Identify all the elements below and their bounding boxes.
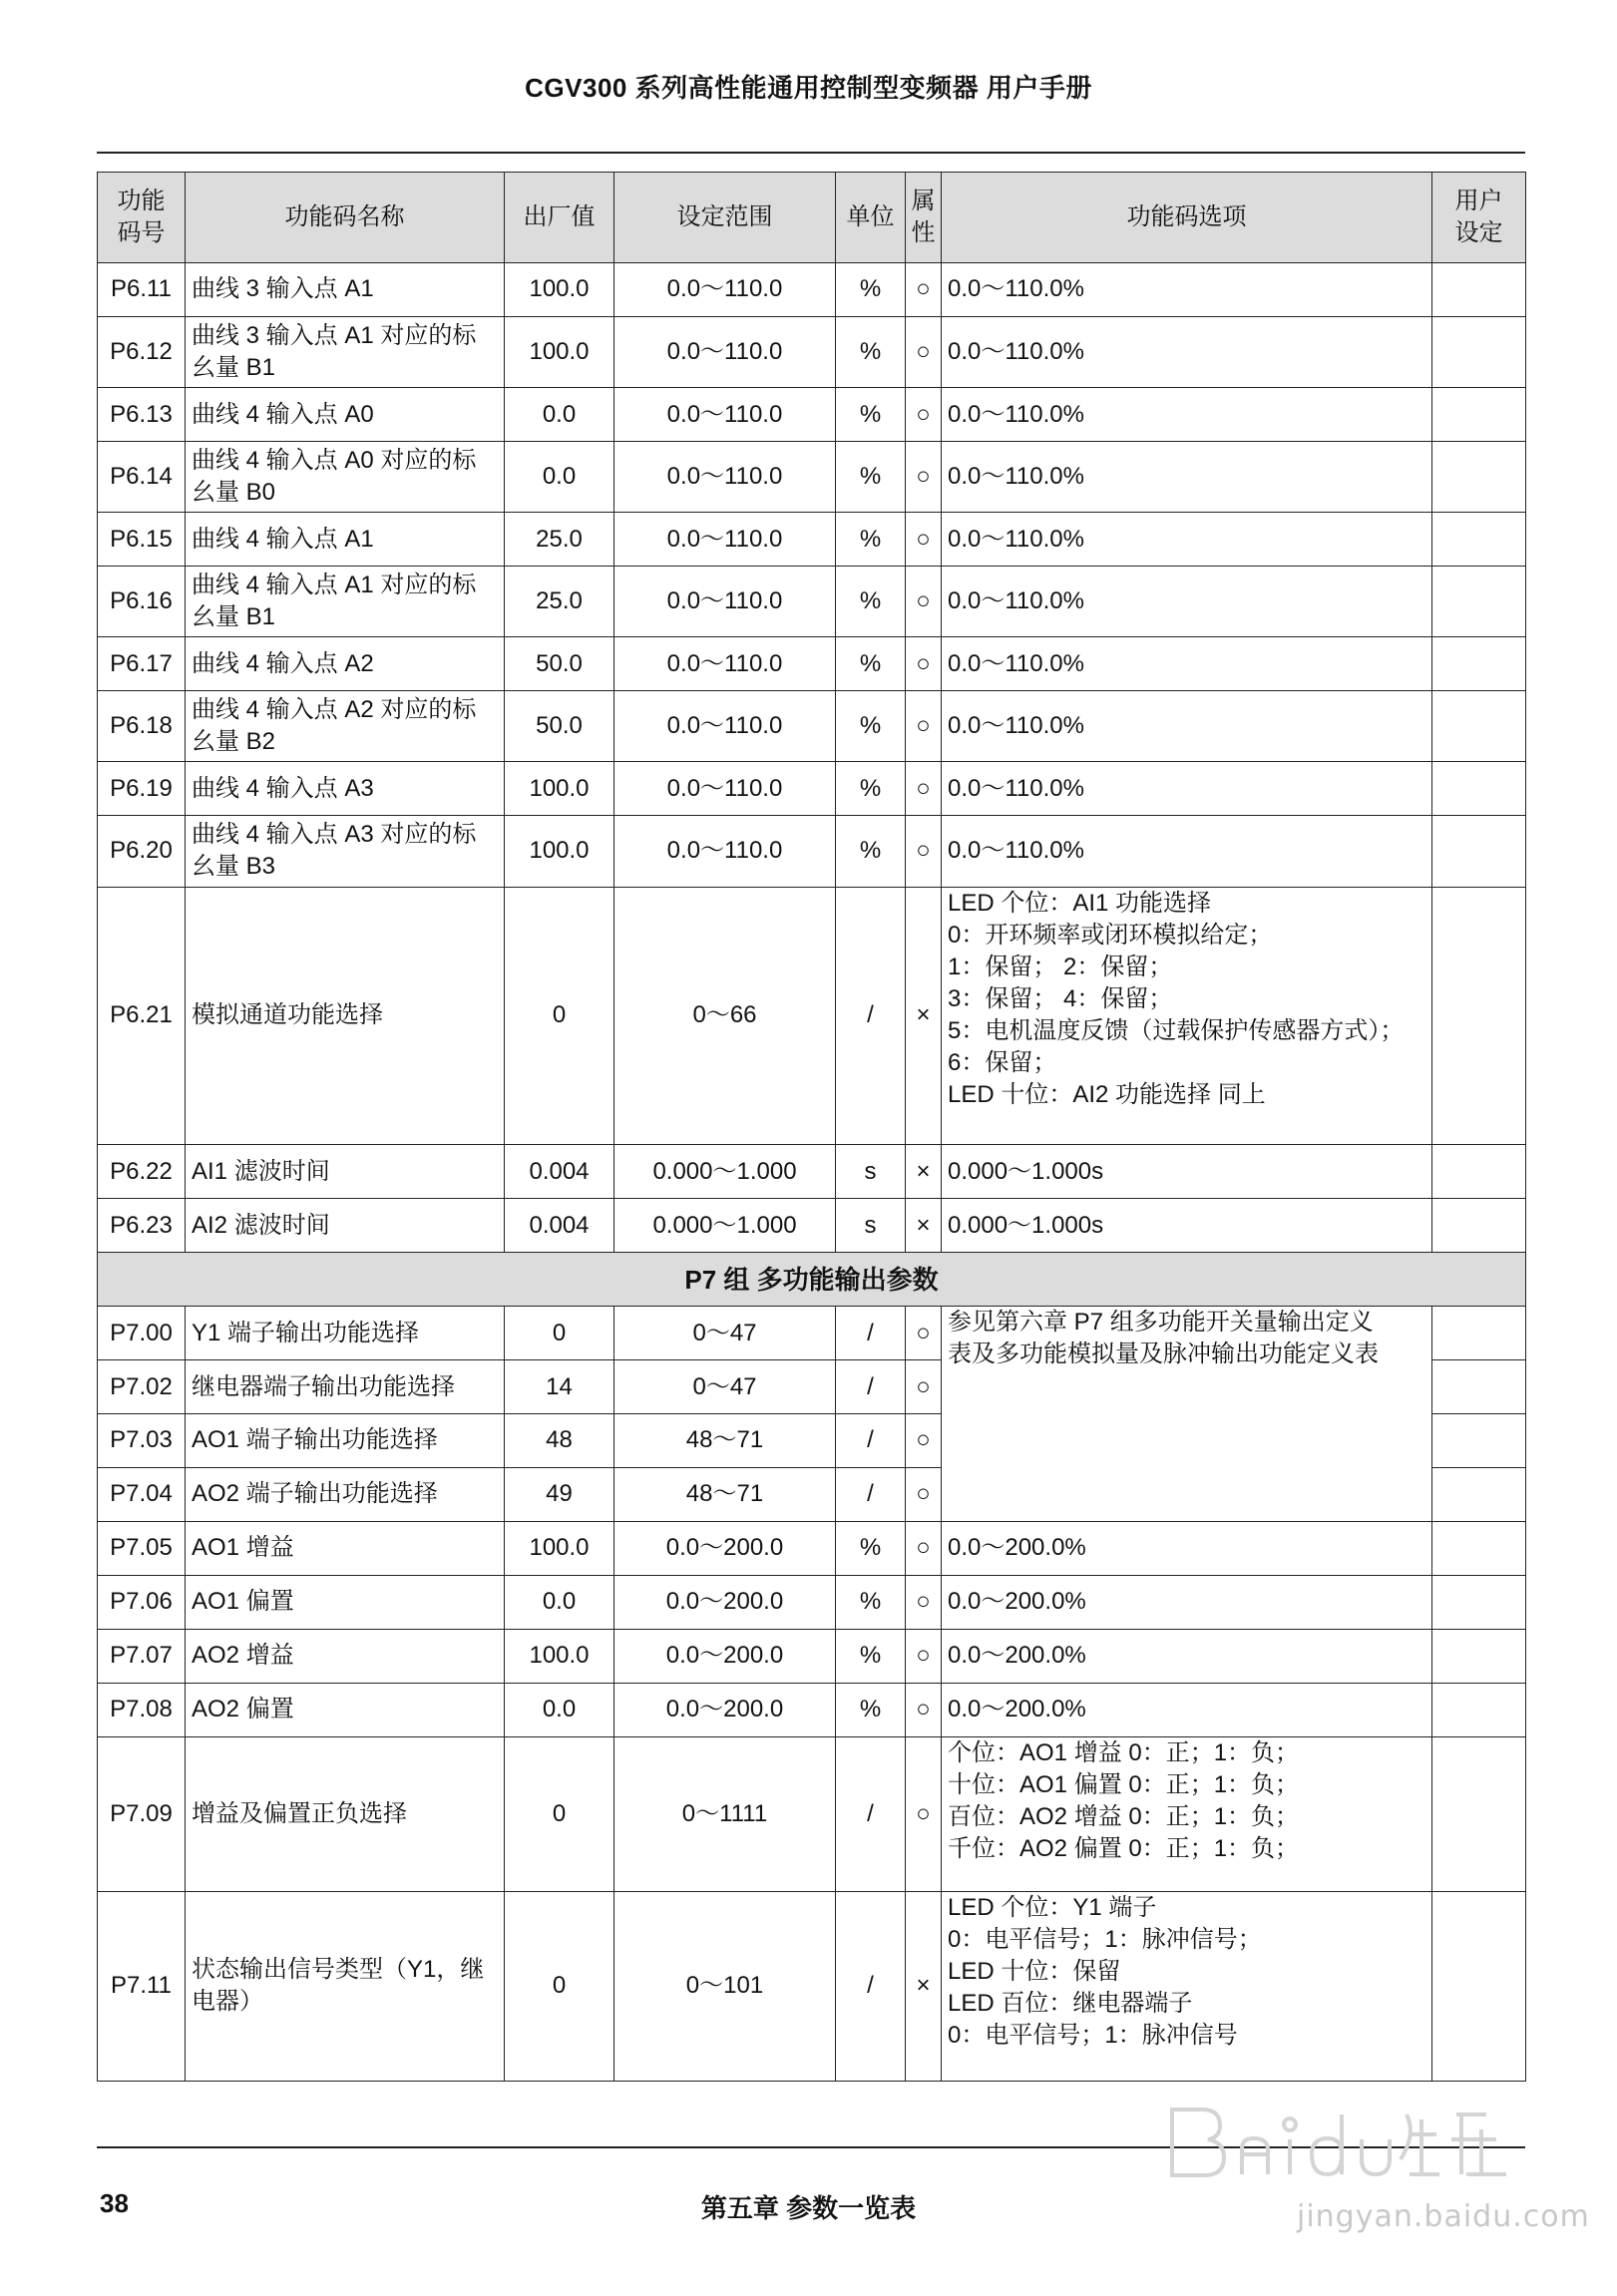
param-options — [942, 442, 1432, 513]
param-attr: ○ — [906, 263, 942, 317]
user-setting-cell — [1432, 691, 1526, 762]
param-unit: s — [836, 1145, 906, 1199]
param-unit: % — [836, 513, 906, 567]
param-unit: % — [836, 263, 906, 317]
param-unit: % — [836, 637, 906, 691]
header-rule — [97, 152, 1525, 154]
table-row — [98, 637, 1526, 691]
param-attr: × — [906, 1145, 942, 1199]
option-line: 十位：AO1 偏置 0：正；1：负； — [948, 1770, 1300, 1798]
option-line: 0.000～1.000s — [948, 1211, 1104, 1239]
param-default: 0 — [505, 1307, 614, 1360]
param-code: P6.14 — [98, 442, 186, 513]
group-row-p7 — [98, 1253, 1526, 1307]
param-name: 曲线 4 输入点 A0 — [186, 388, 505, 442]
param-attr: ○ — [906, 1575, 942, 1629]
group-title: P7 组 多功能输出参数 — [98, 1253, 1526, 1307]
param-code: P7.07 — [98, 1629, 186, 1683]
param-code: P6.11 — [98, 263, 186, 317]
option-line: 0.0～110.0% — [948, 275, 1084, 303]
param-options — [942, 388, 1432, 442]
param-options — [942, 316, 1432, 387]
table-row — [98, 1683, 1526, 1736]
table-row — [98, 816, 1526, 887]
option-line: 参见第六章 P7 组多功能开关量输出定义 — [948, 1309, 1374, 1337]
table-row — [98, 442, 1526, 513]
param-code: P6.22 — [98, 1145, 186, 1199]
param-attr: × — [906, 1891, 942, 2081]
param-name: 状态输出信号类型（Y1，继电器） — [186, 1891, 505, 2081]
user-setting-cell — [1432, 513, 1526, 567]
user-setting-cell — [1432, 1683, 1526, 1736]
param-attr: ○ — [906, 1736, 942, 1891]
param-default: 0.0 — [505, 1683, 614, 1736]
baidu-watermark-logo — [1162, 2095, 1521, 2184]
param-attr: ○ — [906, 442, 942, 513]
user-setting-cell — [1432, 567, 1526, 637]
param-options — [942, 567, 1432, 637]
param-unit: % — [836, 442, 906, 513]
param-unit: / — [836, 1736, 906, 1891]
param-attr: ○ — [906, 1683, 942, 1736]
option-line: 0：开环频率或闭环模拟给定； — [948, 921, 1273, 949]
param-options-shared — [942, 1307, 1432, 1522]
col-header-default: 出厂值 — [505, 173, 614, 263]
param-default: 100.0 — [505, 762, 614, 816]
page-header-title: CGV300 系列高性能通用控制型变频器 用户手册 — [525, 73, 1092, 103]
param-default: 100.0 — [505, 816, 614, 887]
option-line: LED 十位：保留 — [948, 1957, 1121, 1985]
param-code: P6.15 — [98, 513, 186, 567]
param-unit: % — [836, 1629, 906, 1683]
param-unit: % — [836, 567, 906, 637]
option-line: 0.0～110.0% — [948, 463, 1084, 491]
user-setting-cell — [1432, 1736, 1526, 1891]
param-options — [942, 1575, 1432, 1629]
col-header-user: 用户 设定 — [1432, 173, 1526, 263]
parameter-table — [97, 172, 1526, 2082]
table-header-row — [98, 173, 1526, 263]
param-options — [942, 637, 1432, 691]
param-attr: × — [906, 887, 942, 1145]
option-line: 0.0～200.0% — [948, 1696, 1086, 1723]
param-range: 0.0～110.0 — [614, 316, 836, 387]
param-code: P6.21 — [98, 887, 186, 1145]
param-range: 48～71 — [614, 1414, 836, 1468]
param-attr: ○ — [906, 388, 942, 442]
param-name: Y1 端子输出功能选择 — [186, 1307, 505, 1360]
option-line: LED 百位：继电器端子 — [948, 1989, 1193, 2017]
option-line: 0.0～200.0% — [948, 1534, 1086, 1562]
param-attr: ○ — [906, 316, 942, 387]
param-options — [942, 691, 1432, 762]
param-name: 曲线 4 输入点 A3 — [186, 762, 505, 816]
param-code: P7.08 — [98, 1683, 186, 1736]
option-line: 0.0～110.0% — [948, 774, 1084, 802]
param-unit: % — [836, 691, 906, 762]
table-row — [98, 513, 1526, 567]
param-code: P6.19 — [98, 762, 186, 816]
option-line: 0.0～200.0% — [948, 1642, 1086, 1670]
param-unit: % — [836, 388, 906, 442]
param-unit: % — [836, 1521, 906, 1575]
param-default: 0 — [505, 887, 614, 1145]
param-unit: / — [836, 1360, 906, 1414]
user-setting-cell — [1432, 1629, 1526, 1683]
param-options — [942, 762, 1432, 816]
param-unit: / — [836, 1891, 906, 2081]
param-code: P6.12 — [98, 316, 186, 387]
param-range: 0～47 — [614, 1360, 836, 1414]
option-line: 百位：AO2 增益 0：正；1：负； — [948, 1802, 1300, 1830]
option-line: 0.0～110.0% — [948, 712, 1084, 740]
param-range: 0.0～200.0 — [614, 1629, 836, 1683]
param-options — [942, 887, 1432, 1145]
param-name: AO2 偏置 — [186, 1683, 505, 1736]
option-line: 1：保留； 2：保留； — [948, 953, 1173, 980]
table-row — [98, 762, 1526, 816]
param-range: 0～47 — [614, 1307, 836, 1360]
param-range: 0.0～110.0 — [614, 637, 836, 691]
table-row — [98, 1521, 1526, 1575]
param-range: 0.0～110.0 — [614, 816, 836, 887]
param-attr: ○ — [906, 567, 942, 637]
user-setting-cell — [1432, 1521, 1526, 1575]
param-name: 继电器端子输出功能选择 — [186, 1360, 505, 1414]
option-line: 3：保留； 4：保留； — [948, 984, 1173, 1012]
table-row — [98, 567, 1526, 637]
table-row — [98, 887, 1526, 1145]
param-options — [942, 1199, 1432, 1253]
param-range: 0～1111 — [614, 1736, 836, 1891]
param-code: P7.06 — [98, 1575, 186, 1629]
param-range: 0.000～1.000 — [614, 1145, 836, 1199]
param-name: 曲线 3 输入点 A1 对应的标幺量 B1 — [186, 316, 505, 387]
table-row — [98, 1199, 1526, 1253]
param-range: 0～101 — [614, 1891, 836, 2081]
param-range: 0.0～110.0 — [614, 442, 836, 513]
param-attr: ○ — [906, 1521, 942, 1575]
param-code: P7.05 — [98, 1521, 186, 1575]
param-name: 曲线 3 输入点 A1 — [186, 263, 505, 317]
option-line: 0.0～110.0% — [948, 837, 1084, 865]
user-setting-cell — [1432, 1307, 1526, 1360]
table-row — [98, 316, 1526, 387]
option-line: 0.0～110.0% — [948, 525, 1084, 553]
user-setting-cell — [1432, 637, 1526, 691]
param-name: 曲线 4 输入点 A3 对应的标幺量 B3 — [186, 816, 505, 887]
param-code: P6.20 — [98, 816, 186, 887]
user-setting-cell — [1432, 1145, 1526, 1199]
param-default: 100.0 — [505, 1521, 614, 1575]
option-line: 0：电平信号；1：脉冲信号 — [948, 2021, 1238, 2049]
col-header-code: 功能 码号 — [98, 173, 186, 263]
param-code: P6.23 — [98, 1199, 186, 1253]
param-options — [942, 1891, 1432, 2081]
option-line: LED 个位：AI1 功能选择 — [948, 889, 1212, 917]
param-unit: / — [836, 887, 906, 1145]
param-code: P7.09 — [98, 1736, 186, 1891]
param-default: 14 — [505, 1360, 614, 1414]
param-unit: / — [836, 1307, 906, 1360]
param-code: P6.18 — [98, 691, 186, 762]
option-line: 个位：AO1 增益 0：正；1：负； — [948, 1738, 1300, 1766]
param-code: P7.04 — [98, 1467, 186, 1521]
param-unit: % — [836, 1575, 906, 1629]
col-header-name: 功能码名称 — [186, 173, 505, 263]
param-options — [942, 513, 1432, 567]
param-name: AI1 滤波时间 — [186, 1145, 505, 1199]
param-range: 0.0～200.0 — [614, 1683, 836, 1736]
col-header-unit: 单位 — [836, 173, 906, 263]
user-setting-cell — [1432, 762, 1526, 816]
option-line: 5：电机温度反馈（过载保护传感器方式）； — [948, 1016, 1405, 1044]
param-range: 0.0～110.0 — [614, 263, 836, 317]
param-range: 48～71 — [614, 1467, 836, 1521]
param-range: 0～66 — [614, 887, 836, 1145]
param-name: AO2 增益 — [186, 1629, 505, 1683]
param-attr: ○ — [906, 513, 942, 567]
option-line: 千位：AO2 偏置 0：正；1：负； — [948, 1834, 1300, 1862]
option-line: LED 个位：Y1 端子 — [948, 1893, 1157, 1921]
param-code: P6.17 — [98, 637, 186, 691]
user-setting-cell — [1432, 388, 1526, 442]
param-attr: ○ — [906, 1629, 942, 1683]
param-default: 0.0 — [505, 1575, 614, 1629]
col-header-attr: 属 性 — [906, 173, 942, 263]
table-row — [98, 1575, 1526, 1629]
param-default: 0 — [505, 1736, 614, 1891]
param-name: AI2 滤波时间 — [186, 1199, 505, 1253]
param-options — [942, 1521, 1432, 1575]
param-options — [942, 816, 1432, 887]
table-row — [98, 263, 1526, 317]
col-header-range: 设定范围 — [614, 173, 836, 263]
param-name: 模拟通道功能选择 — [186, 887, 505, 1145]
option-line: 0.0～110.0% — [948, 338, 1084, 366]
param-name: AO2 端子输出功能选择 — [186, 1467, 505, 1521]
user-setting-cell — [1432, 1891, 1526, 2081]
param-default: 25.0 — [505, 513, 614, 567]
param-options — [942, 1629, 1432, 1683]
param-default: 0.0 — [505, 442, 614, 513]
param-name: AO1 增益 — [186, 1521, 505, 1575]
param-unit: / — [836, 1467, 906, 1521]
param-name: 曲线 4 输入点 A2 对应的标幺量 B2 — [186, 691, 505, 762]
param-code: P6.16 — [98, 567, 186, 637]
param-unit: % — [836, 1683, 906, 1736]
param-name: 曲线 4 输入点 A1 — [186, 513, 505, 567]
param-default: 48 — [505, 1414, 614, 1468]
param-options — [942, 263, 1432, 317]
param-code: P7.03 — [98, 1414, 186, 1468]
param-options — [942, 1736, 1432, 1891]
chapter-title: 第五章 参数一览表 — [700, 2193, 917, 2223]
param-attr: × — [906, 1199, 942, 1253]
param-default: 49 — [505, 1467, 614, 1521]
param-default: 25.0 — [505, 567, 614, 637]
param-code: P7.11 — [98, 1891, 186, 2081]
table-row — [98, 388, 1526, 442]
user-setting-cell — [1432, 1414, 1526, 1468]
param-name: AO1 偏置 — [186, 1575, 505, 1629]
param-options — [942, 1683, 1432, 1736]
param-default: 100.0 — [505, 1629, 614, 1683]
param-name: 曲线 4 输入点 A2 — [186, 637, 505, 691]
param-attr: ○ — [906, 1467, 942, 1521]
user-setting-cell — [1432, 1360, 1526, 1414]
param-range: 0.0～110.0 — [614, 567, 836, 637]
user-setting-cell — [1432, 1575, 1526, 1629]
param-range: 0.0～110.0 — [614, 762, 836, 816]
table-row — [98, 1145, 1526, 1199]
table-row — [98, 691, 1526, 762]
param-code: P7.02 — [98, 1360, 186, 1414]
param-default: 100.0 — [505, 263, 614, 317]
param-unit: s — [836, 1199, 906, 1253]
param-attr: ○ — [906, 1307, 942, 1360]
table-row — [98, 1891, 1526, 2081]
param-default: 0.004 — [505, 1199, 614, 1253]
user-setting-cell — [1432, 316, 1526, 387]
param-attr: ○ — [906, 637, 942, 691]
option-line: 0.0～110.0% — [948, 587, 1084, 615]
user-setting-cell — [1432, 1199, 1526, 1253]
param-attr: ○ — [906, 691, 942, 762]
option-line: 表及多功能模拟量及脉冲输出功能定义表 — [948, 1340, 1379, 1368]
param-default: 50.0 — [505, 637, 614, 691]
param-default: 0.004 — [505, 1145, 614, 1199]
option-line: 6：保留； — [948, 1048, 1057, 1076]
param-name: AO1 端子输出功能选择 — [186, 1414, 505, 1468]
param-attr: ○ — [906, 762, 942, 816]
table-row — [98, 1629, 1526, 1683]
user-setting-cell — [1432, 1467, 1526, 1521]
param-code: P6.13 — [98, 388, 186, 442]
param-options — [942, 1145, 1432, 1199]
param-range: 0.0～110.0 — [614, 513, 836, 567]
watermark-url: jingyan.baidu.com — [1297, 2199, 1590, 2234]
param-default: 100.0 — [505, 316, 614, 387]
user-setting-cell — [1432, 442, 1526, 513]
param-code: P7.00 — [98, 1307, 186, 1360]
param-range: 0.0～110.0 — [614, 388, 836, 442]
param-unit: / — [836, 1414, 906, 1468]
param-default: 0 — [505, 1891, 614, 2081]
param-name: 增益及偏置正负选择 — [186, 1736, 505, 1891]
user-setting-cell — [1432, 816, 1526, 887]
param-name: 曲线 4 输入点 A1 对应的标幺量 B1 — [186, 567, 505, 637]
param-range: 0.0～110.0 — [614, 691, 836, 762]
param-unit: % — [836, 816, 906, 887]
option-line: LED 十位：AI2 功能选择 同上 — [948, 1080, 1266, 1108]
param-range: 0.0～200.0 — [614, 1521, 836, 1575]
option-line: 0.0～110.0% — [948, 649, 1084, 677]
option-line: 0.000～1.000s — [948, 1157, 1104, 1185]
param-attr: ○ — [906, 1414, 942, 1468]
param-name: 曲线 4 输入点 A0 对应的标幺量 B0 — [186, 442, 505, 513]
option-line: 0.0～200.0% — [948, 1588, 1086, 1616]
option-line: 0.0～110.0% — [948, 400, 1084, 428]
user-setting-cell — [1432, 887, 1526, 1145]
param-attr: ○ — [906, 1360, 942, 1414]
user-setting-cell — [1432, 263, 1526, 317]
col-header-options: 功能码选项 — [942, 173, 1432, 263]
param-unit: % — [836, 762, 906, 816]
param-default: 0.0 — [505, 388, 614, 442]
param-unit: % — [836, 316, 906, 387]
param-range: 0.000～1.000 — [614, 1199, 836, 1253]
table-row — [98, 1307, 1526, 1360]
option-line: 0：电平信号；1：脉冲信号； — [948, 1925, 1262, 1953]
page-number: 38 — [100, 2188, 129, 2218]
param-range: 0.0～200.0 — [614, 1575, 836, 1629]
param-default: 50.0 — [505, 691, 614, 762]
param-attr: ○ — [906, 816, 942, 887]
table-row — [98, 1736, 1526, 1891]
